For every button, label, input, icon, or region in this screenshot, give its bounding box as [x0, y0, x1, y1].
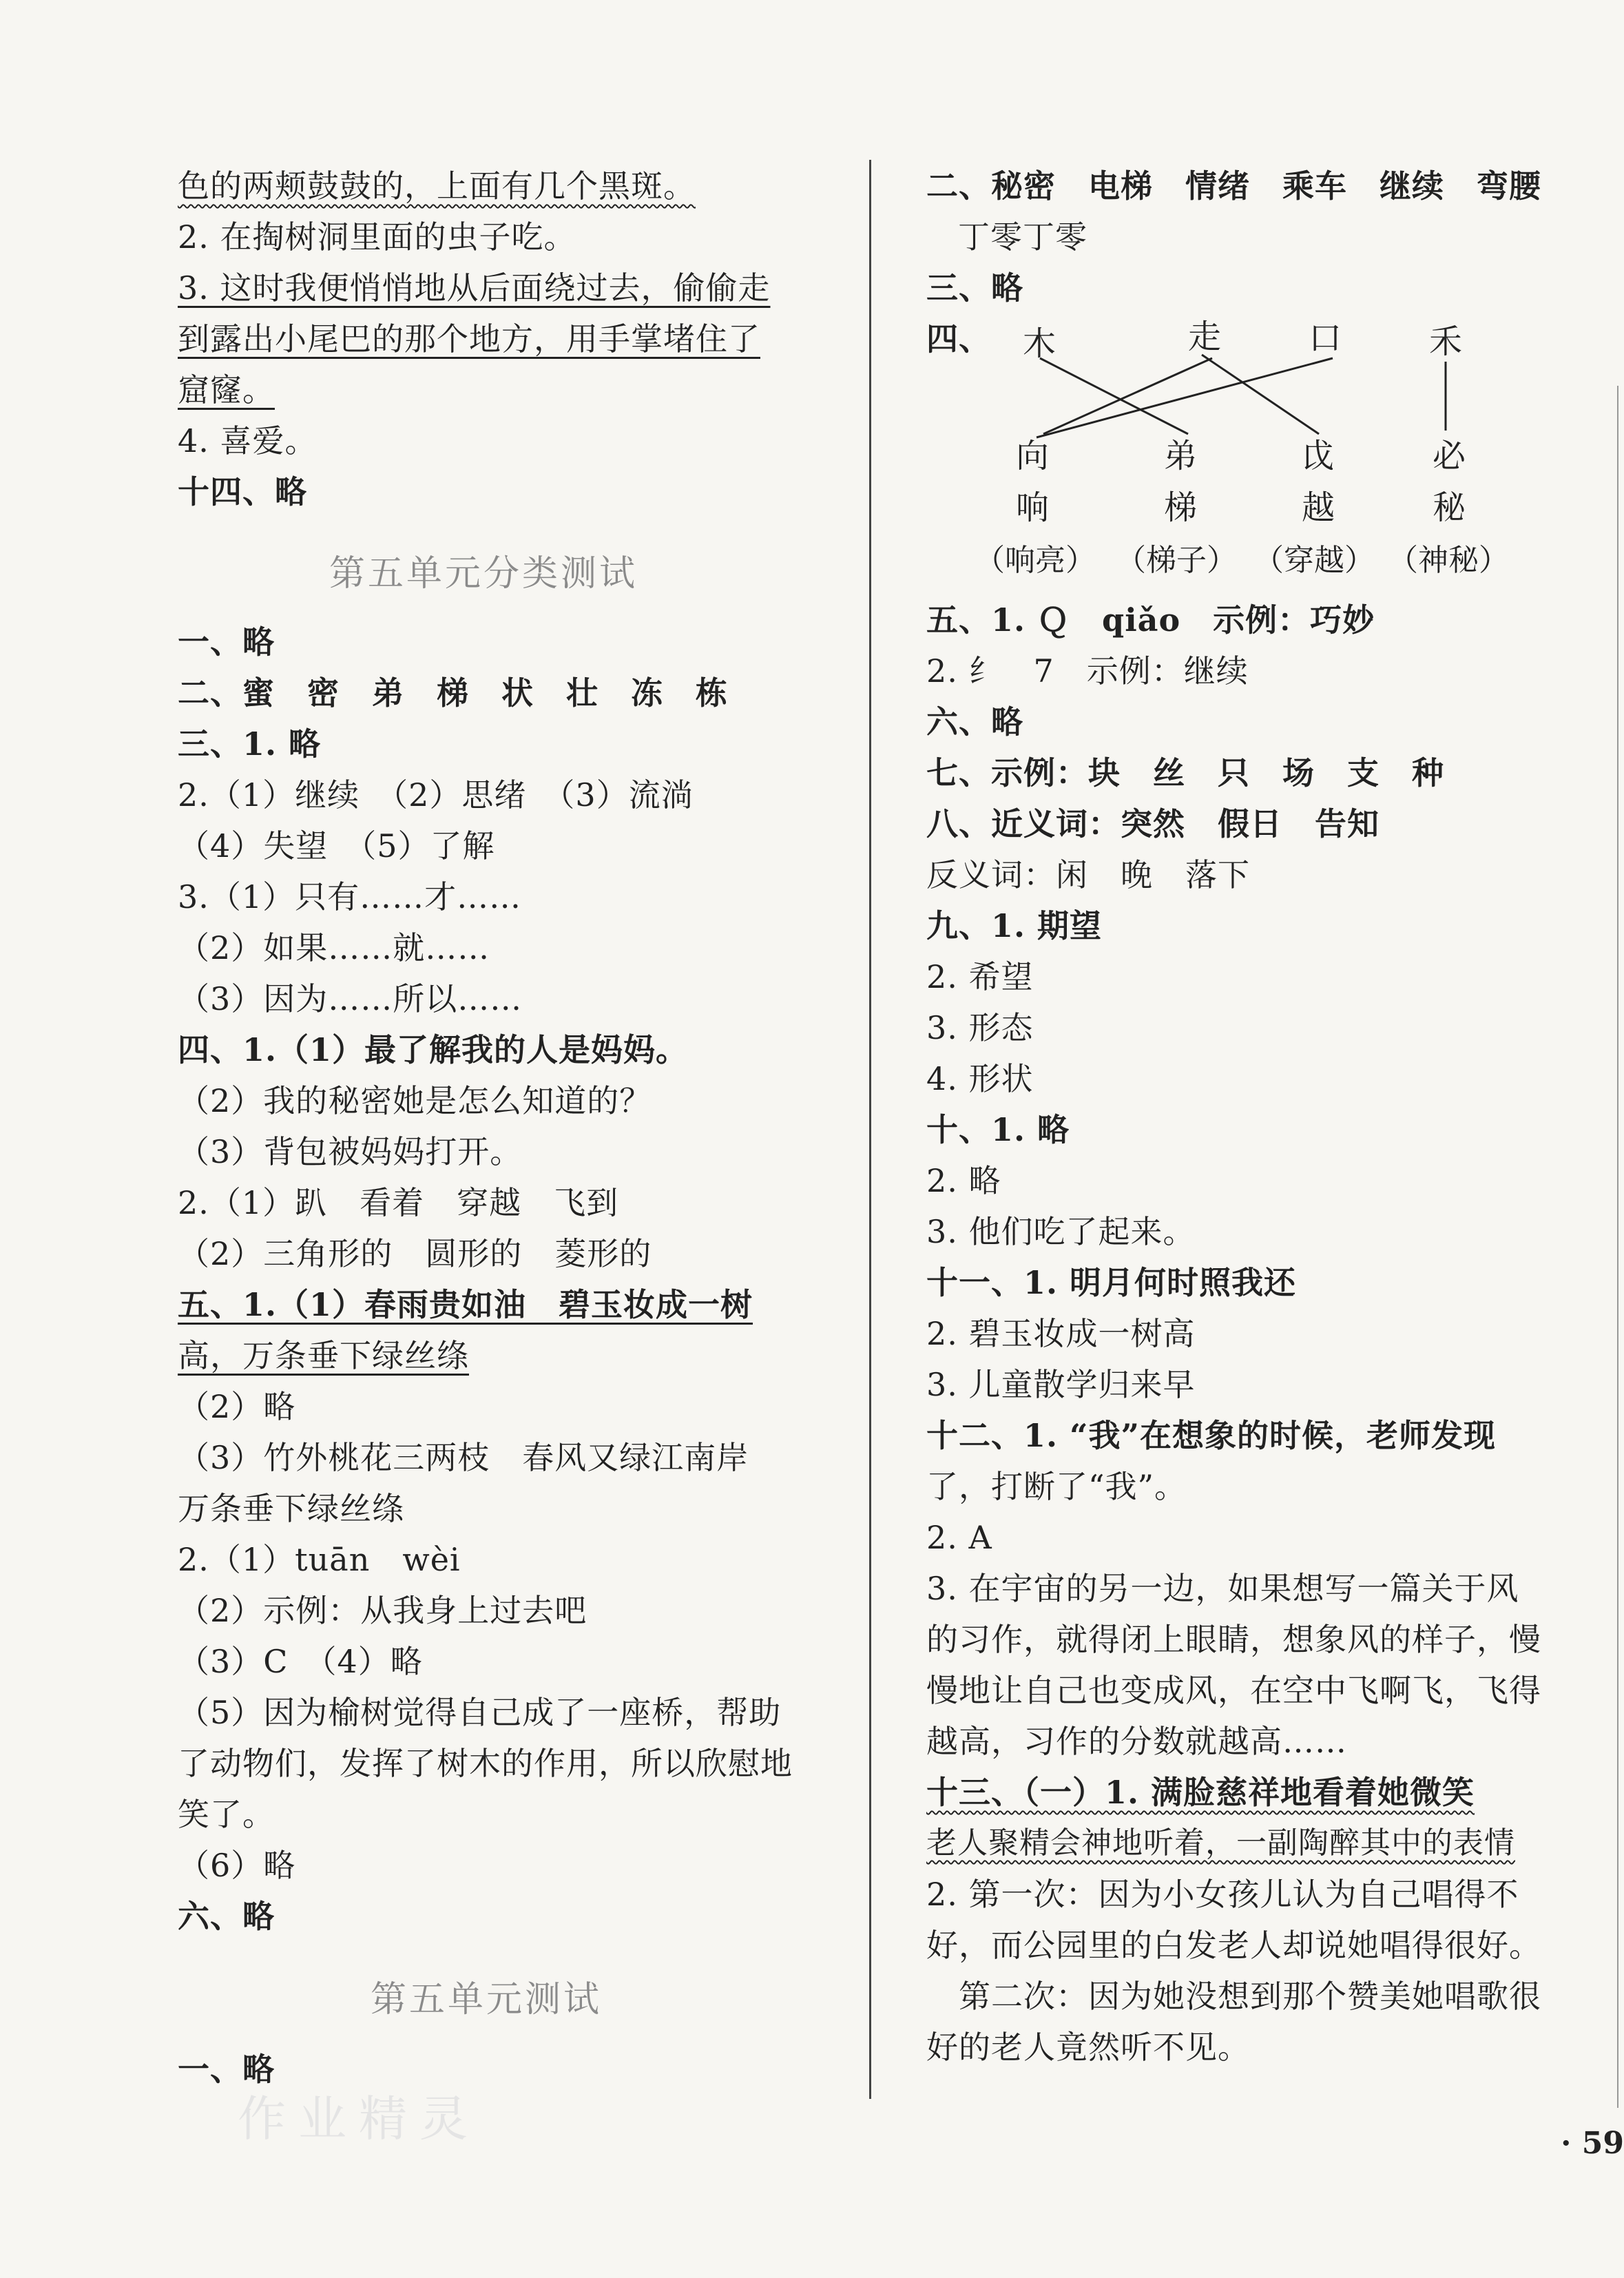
answer-line: 五、1.（1）春雨贵如油 碧玉妆成一树 — [178, 1286, 753, 1323]
answer-line: 老人聚精会神地听着，一副陶醉其中的表情 — [926, 1825, 1515, 1861]
answer-line: 4. 喜爱。 — [178, 422, 317, 459]
section-label: 一、略 — [178, 2051, 275, 2088]
answer-line: （3）因为……所以…… — [178, 980, 523, 1017]
answer-line: （3）竹外桃花三两枝 春风又绿江南岸 — [178, 1439, 749, 1476]
match-phrase: （响亮） — [975, 543, 1096, 578]
watermark: 作业精灵 — [238, 2091, 480, 2147]
answer-line: 2. 碧玉妆成一树高 — [926, 1315, 1196, 1352]
answer-line: （2）我的秘密她是怎么知道的？ — [178, 1082, 652, 1119]
answer-line: （6）略 — [178, 1847, 296, 1884]
answer-line: （4）失望 （5）了解 — [178, 827, 495, 864]
match-bottom-char: 戉 — [1302, 437, 1335, 475]
answer-line: 好，而公园里的白发老人却说她唱得很好。 — [926, 1927, 1541, 1964]
answer-line: 4. 形状 — [926, 1060, 1034, 1097]
answer-line: 十一、1. 明月何时照我还 — [926, 1264, 1297, 1301]
answer-line: 2. 在掏树洞里面的虫子吃。 — [178, 218, 576, 256]
answer-line: 越高，习作的分数就越高…… — [926, 1723, 1347, 1760]
section-label: 六、略 — [926, 703, 1023, 741]
answer-line: （3）C （4）略 — [178, 1643, 423, 1680]
answer-line: 3. 他们吃了起来。 — [926, 1213, 1196, 1250]
answer-line: 色的两颊鼓鼓的，上面有几个黑斑。 — [178, 167, 696, 205]
section-label: 三、略 — [926, 269, 1023, 307]
match-top-char: 口 — [1309, 319, 1342, 358]
answer-line: （2）示例：从我身上过去吧 — [178, 1592, 587, 1629]
answer-line: （2）略 — [178, 1388, 296, 1425]
match-line-zou-xiang — [1043, 358, 1212, 434]
answer-line: 3.（1）只有……才…… — [178, 878, 522, 915]
character-matching-diagram — [926, 307, 1570, 603]
answer-line: 九、1. 期望 — [926, 907, 1103, 944]
answer-line: （5）因为榆树觉得自己成了一座桥，帮助 — [178, 1694, 782, 1731]
match-word-char: 越 — [1302, 488, 1335, 527]
answer-line: 2.（1）tuān wèi — [178, 1541, 461, 1578]
answer-line: 2.（1）继续 （2）思绪 （3）流淌 — [178, 776, 694, 814]
answer-line: 八、近义词：突然 假日 告知 — [926, 805, 1380, 842]
answer-line: 2. 纟 7 示例：继续 — [926, 652, 1249, 690]
column-divider — [869, 160, 871, 2099]
page-edge-line — [1617, 386, 1618, 2108]
answer-line: 四、1.（1）最了解我的人是妈妈。 — [178, 1031, 689, 1068]
answer-line: 2. 希望 — [926, 958, 1034, 995]
match-bottom-char: 弟 — [1164, 437, 1198, 475]
answer-line: 三、1. 略 — [178, 725, 322, 763]
answer-line: 丁零丁零 — [958, 218, 1087, 256]
answer-line: 反义词：闲 晚 落下 — [926, 856, 1250, 893]
match-bottom-char: 必 — [1433, 437, 1466, 475]
answer-line: 第二次：因为她没想到那个赞美她唱歌很 — [926, 1978, 1541, 2015]
answer-line: 万条垂下绿丝绦 — [178, 1490, 404, 1527]
section-label: 十四、略 — [178, 473, 307, 510]
match-top-char: 木 — [1023, 324, 1056, 363]
match-phrase: （穿越） — [1253, 543, 1375, 578]
answer-line: 了，打断了“我”。 — [926, 1468, 1187, 1505]
match-word-char: 梯 — [1164, 488, 1198, 527]
answer-line: 2. 略 — [926, 1162, 1001, 1199]
answer-line: 了动物们，发挥了树木的作用，所以欣慰地 — [178, 1745, 793, 1782]
match-top-char: 走 — [1188, 318, 1222, 356]
section-label: 六、略 — [178, 1898, 275, 1935]
answer-line: 3. 儿童散学归来早 — [926, 1366, 1196, 1403]
match-phrase: （梯子） — [1116, 543, 1237, 578]
match-line-mu-ti — [1040, 358, 1188, 434]
answer-line: 高，万条垂下绿丝绦 — [178, 1337, 469, 1374]
answer-line: 二、秘密 电梯 情绪 乘车 继续 弯腰 — [926, 167, 1541, 205]
answer-line: 十二、1. “我”在想象的时候，老师发现 — [926, 1417, 1496, 1454]
matching-lines — [1037, 355, 1446, 437]
match-word-char: 秘 — [1433, 488, 1466, 527]
answer-line: （3）背包被妈妈打开。 — [178, 1133, 523, 1170]
match-phrase: （神秘） — [1388, 543, 1509, 578]
section-heading: 第五单元测试 — [371, 1979, 603, 2020]
answer-line: 3. 形态 — [926, 1009, 1034, 1046]
answer-line: 2.（1）趴 看着 穿越 飞到 — [178, 1184, 619, 1221]
answer-line: 2. A — [926, 1519, 992, 1556]
answer-line: 五、1. Ｑ qiǎo 示例：巧妙 — [926, 601, 1375, 639]
answer-line: 3. 这时我便悄悄地从后面绕过去，偷偷走 — [178, 269, 771, 307]
answer-line: 慢地让自己也变成风，在空中飞啊飞，飞得 — [926, 1672, 1541, 1709]
match-top-char: 禾 — [1429, 322, 1463, 361]
answer-line: 七、示例：块 丝 只 场 支 种 — [926, 754, 1444, 791]
answer-line: （2）三角形的 圆形的 菱形的 — [178, 1235, 652, 1272]
answer-line: 窟窿。 — [178, 371, 275, 408]
answer-line: 3. 在宇宙的另一边，如果想写一篇关于风 — [926, 1570, 1519, 1607]
answer-line: 好的老人竟然听不见。 — [926, 2029, 1250, 2066]
answer-line: 一、略 — [178, 623, 275, 661]
match-bottom-char: 向 — [1016, 437, 1050, 475]
answer-line: 十、1. 略 — [926, 1111, 1070, 1148]
answer-line: 2. 第一次：因为小女孩儿认为自己唱得不 — [926, 1876, 1519, 1913]
section-label: 四、 — [926, 320, 991, 358]
answer-line: 笑了。 — [178, 1796, 275, 1833]
answer-line: 十三、（一）1. 满脸慈祥地看着她微笑 — [926, 1774, 1475, 1811]
answer-line: 到露出小尾巴的那个地方，用手掌堵住了 — [178, 320, 760, 358]
page-number: · 59 — [1561, 2126, 1624, 2161]
answer-line: 的习作，就得闭上眼睛，想象风的样子，慢 — [926, 1621, 1541, 1658]
section-heading: 第五单元分类测试 — [329, 553, 638, 594]
answer-line: 二、蜜 密 弟 梯 状 壮 冻 栋 — [178, 674, 728, 712]
answer-line: （2）如果……就…… — [178, 929, 490, 966]
match-word-char: 响 — [1016, 488, 1050, 527]
